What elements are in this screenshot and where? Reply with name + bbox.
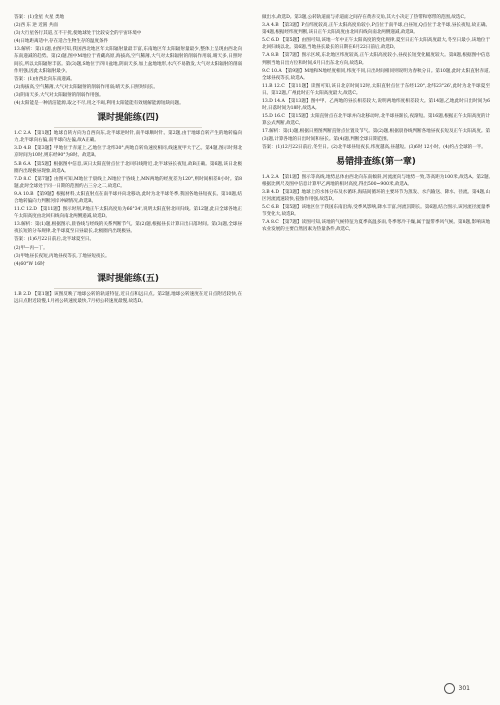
answer-entry: 11.B 12.C 【第11题】读图可知,该日北京时间12时,太阳直射点位于东经120°,北纬23°26',此时为北半球夏至日。第12题,广州此时正午太阳高度最大,故选C。 xyxy=(262,83,490,96)
answer-entry: 7.A 8.C 【第7题】读图可知,该地的气候特征为夏季高温多雨,冬季寒冷干燥,属于温带季风气候。第8题,影响该地农业发展的主要自然因素为热量条件,故选C。 xyxy=(262,220,490,233)
answer-entry: (3)甲地昼长夜短,丙地昼夜等长,丁地昼短夜长。 xyxy=(14,253,110,259)
answer-entry: 做出水,故选D。第3题,公转轨道面与赤道面之间存在黄赤交角,其大小决定了热带和寒带的范围,故选C。 xyxy=(262,15,469,20)
answer-entry: 5.B 6.A 【第5题】根据图中信息,该日太阳直射点位于北回归线附近,北半球昼长夜短,故B正确。第6题,该日北极圈内出现极昼现象,故选A。 xyxy=(14,161,242,174)
answer-entry: (2)海拔高,空气稀薄,大气对太阳辐射的削弱作用弱;晴天多,日照时间长。 xyxy=(14,84,158,90)
answer-entry: (3)阴雨天多,大气对太阳辐射的削弱作用强。 xyxy=(14,92,104,98)
answer-entry: 答案：(1)金星 火星 类地 xyxy=(14,15,65,20)
answer-entry: 13.解析：第(1)题,由图可知,我国西北地区年太阳辐射量最丰富,东南地区年太阳辐射量最少,整体上呈现由西北向东南递减的趋势。第(2)题,图中M地位于青藏高原,海拔高,空气稀薄,大气对太阳辐射的削弱作用弱,晴天多,日照时间长,所以太阳辐射丰富。第(3)题,S地位于四川盆地,阴雨天多,加上盆地地形,水汽不易散发,大气对太阳辐射的削弱作用强,因此太阳辐射最少。 xyxy=(14,47,242,74)
right-column xyxy=(262,14,490,234)
answer-entry: 答案：(1)6月22日前后,北半球夏至日。 xyxy=(14,237,94,243)
section-divider xyxy=(54,288,202,289)
answer-entry: 7.A 8.B 【第7题】图示区域,东北地区纬度较高,正午太阳高度较小,昼夜长短变化幅度较大。第8题,根据图中信息判断当地日出方位和时间,6月日出东北方向,故选B。 xyxy=(262,53,490,66)
section-title: 易错排查练(第一章) xyxy=(336,156,416,167)
answer-entry: 5.C 6.D 【第5题】由图可知,该地一年中正午太阳高度的变化规律,夏至日正午太阳高度最大,冬至日最小,该地位于北回归线以北。第6题,当地昼长最长的日期在6月22日前后,故选D。 xyxy=(262,38,490,51)
answer-entry: 1.B 2.D 【第1题】该图反映了地球公转的轨道特征,近日点和远日点。第2题,地球公转速度在近日点附近较快,在远日点附近较慢,1月初公转速度最快,7月初公转速度最慢,故选D。 xyxy=(14,291,242,304)
answer-entry: 9.A 10.B 【第9题】根据材料,太阳直射点在南半球并向北移动,此时为北半球冬季,我国各地昼短夜长。第10题,结合地转偏向力判断河岸冲刷情况,故选B。 xyxy=(14,191,242,204)
answer-entry: 3.B 4.D 【第3题】地球上的水体分布及水循环,海陆间循环的主要环节为蒸发、水汽输送、降水、径流。第4题,山区河流流速较快,侵蚀作用强,故选D。 xyxy=(262,189,490,202)
answer-entry: 13.D 14.A 【第13题】图中甲、乙两地的昼长相差较大,说明两地纬度相差较大。第14题,乙地此时日出时间为6时,日落时间为18时,故选A。 xyxy=(262,99,490,112)
answer-entry: 1.C 2.A 【第1题】地球自转方向为自西向东,北半球逆时针,南半球顺时针。第2题,由于地球自转产生的地转偏向力,北半球向右偏,南半球向左偏,故A正确。 xyxy=(14,131,242,144)
answer-entry: 3.A 4.B 【第3题】P点纬度较高,正午太阳高度角较小,P点位于南半球,白昼短,Q点位于北半球,昼长夜短,故正确。第4题,根据经纬度判断,该日正午太阳高度由北回归线向南北两侧递减,故选B。 xyxy=(262,23,490,36)
section-title: 课时提能练(四) xyxy=(97,113,159,124)
answer-entry: 5.C 6.B 【第5题】该地区位于我国东南沿海,受季风影响,降水丰富,河流汛期长。第6题,结合图示,该河流径流量季节变化大,故选B。 xyxy=(262,205,490,218)
answer-entry: 17.解析：第(1)题,根据日照图判断直射点位置及节气。第(2)题,根据晨昏线判断各地昼夜长短及正午太阳高度。第(3)题,计算各地的日出时间和昼长。第(4)题,判断全球日期范围。 xyxy=(262,129,490,142)
right-bottom-group xyxy=(262,174,490,234)
left-bottom-group xyxy=(14,291,242,305)
answer-entry: 9.C 10.A 【第9题】M地和N地经度相同,纬度不同,日出时间相同则说明为春秋分日。第10题,此时太阳直射赤道,全球昼夜等长,故选A。 xyxy=(262,68,490,81)
page-number: 301 xyxy=(458,685,470,692)
left-column xyxy=(14,14,242,306)
right-top-group xyxy=(262,14,490,151)
page-badge-icon xyxy=(444,683,455,694)
page-footer xyxy=(444,683,470,694)
answer-entry: 3.D 4.B 【第3题】甲地位于赤道上,乙地位于北纬30°,两地自转角速度相同,线速度甲大于乙。第4题,图示时刻北京时间为10时,则东经90°为8时。故选B。 xyxy=(14,146,242,159)
left-mid-group xyxy=(14,130,242,268)
answer-entry: 答案：(1)由西北向东南递减。 xyxy=(14,76,75,82)
section-title: 课时提能练(五) xyxy=(97,273,159,284)
answer-entry: 15.D 16.C 【第15题】太阳直射点在北半球并向北移动时,北半球昼渐长,夜渐短。第16题,根据正午太阳高度的计算公式判断,故选C。 xyxy=(262,114,490,127)
answer-entry: (4)60°W 16时 xyxy=(14,261,45,267)
section-divider xyxy=(54,127,202,128)
section-divider xyxy=(302,171,450,172)
answer-entry: 答案：(1)12月22日前后,冬至日。(2)北半球昼短夜长,纬度越高,昼越短。(3)6时 12小时。(4)约占全球的一半。 xyxy=(262,144,486,150)
answer-entry: (4)日地距离适中,存在适合生物生存的温度条件 xyxy=(14,39,109,45)
answer-entry: (2)西 东 逆 近圆 共面 xyxy=(14,23,58,29)
answer-entry: (3)大行星各行其道,互不干扰,使地球处于比较安全的宇宙环境中 xyxy=(14,31,142,37)
answer-entry: 1.A 2.A 【第1题】图示等高线,地势总体由西北向东南倾斜,河流流向与地势一致,等高距为100米,故选A。第2题,根据比例尺及图中信息计算甲乙两地的相对高度,得出500~900米,故选A。 xyxy=(262,174,490,187)
answer-entry: 7.D 8.C 【第7题】由图可知,M地位于晨线上,N地位于昏线上,MN两地的经度差为120°,则时间相差8小时。第8题,此时全球处于同一日期的范围约占三分之二,故选C。 xyxy=(14,176,242,189)
answer-entry: 11.C 12.D 【第11题】图示时刻,P地正午太阳高度角为66°34',说明太阳直射北回归线。第12题,此日全球各地正午太阳高度由北回归线向南北两侧递减,故选D。 xyxy=(14,207,242,220)
answer-entry: (4)太阳能是一种清洁能源,取之不尽,用之不竭,利用太阳能能有效缓解能源短缺问题。 xyxy=(14,101,184,107)
left-top-group xyxy=(14,14,242,107)
answer-entry: (2)甲—丙—丁。 xyxy=(14,245,48,251)
answer-entry: 13.解析：第(1)题,根据图示,晨昏线与经线的关系判断节气。第(2)题,根据昼长计算日出日落时间。第(3)题,全球昼夜长短的分布规律,北半球夏至日昼最长,北极圈内出现极昼。 xyxy=(14,222,242,235)
